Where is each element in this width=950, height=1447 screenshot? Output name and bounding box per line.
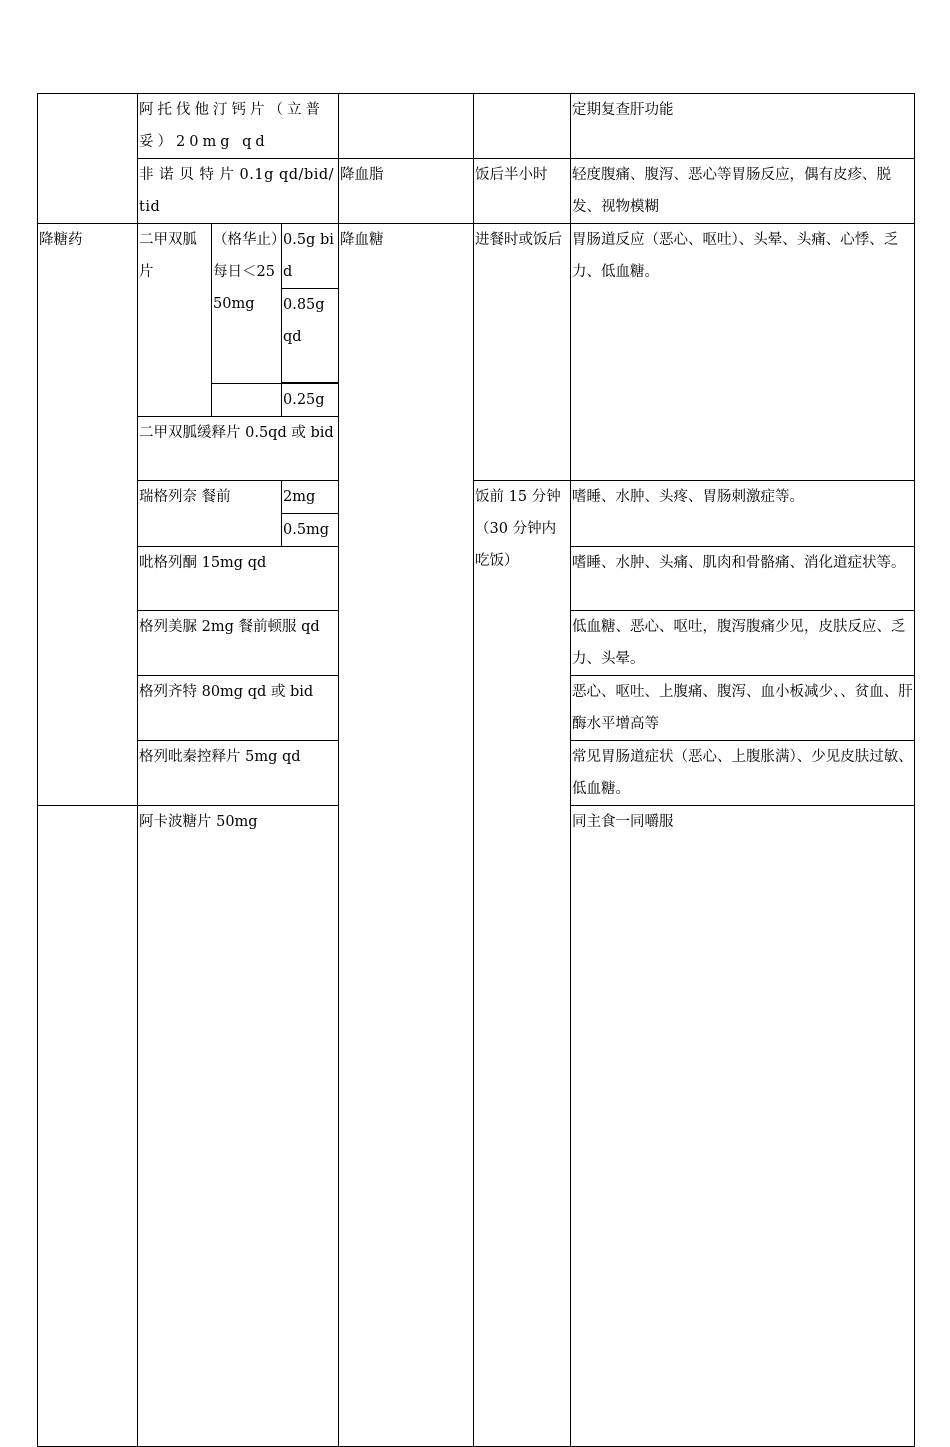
side-effect-cell: 轻度腹痛、腹泻、恶心等胃肠反应，偶有皮疹、脱发、视物模糊 (571, 159, 915, 224)
timing-cell: 饭前 15 分钟（30 分钟内吃饭） (474, 481, 571, 1447)
dose-cell: 0.25g (282, 384, 339, 417)
category-cell (38, 94, 138, 224)
dose-cell: 0.5g bid (282, 224, 339, 289)
side-effect-cell: 恶心、呕吐、上腹痛、腹泻、血小板减少、、贫血、肝酶水平增高等 (571, 676, 915, 741)
drug-cell: 阿卡波糖片 50mg (138, 806, 339, 1447)
timing-cell: 饭后半小时 (474, 159, 571, 224)
document-page (37, 93, 915, 1447)
drug-cell: 格列吡秦控释片 5mg qd (138, 741, 339, 806)
dose-cell: 0.5mg (282, 514, 339, 547)
drug-name-cell: 二甲双胍片 (138, 224, 212, 417)
spacer-cell (212, 384, 282, 417)
drug-cell: 二甲双胍缓释片 0.5qd 或 bid (138, 417, 339, 481)
drug-brand-cell: （格华止）每日＜2550mg (212, 224, 282, 384)
side-effect-cell: 常见胃肠道症状（恶心、上腹胀满）、少见皮肤过敏、低血糖。 (571, 741, 915, 806)
side-effect-cell: 定期复查肝功能 (571, 94, 915, 159)
drug-cell: 阿托伐他汀钙片（立普妥）20mg qd (138, 94, 339, 159)
side-effect-cell: 低血糖、恶心、呕吐，腹泻腹痛少见，皮肤反应、乏力、头晕。 (571, 611, 915, 676)
effect-cell: 降血脂 (339, 159, 474, 224)
effect-cell (339, 94, 474, 159)
side-effect-cell: 嗜睡、水肿、头痛、肌肉和骨骼痛、消化道症状等。 (571, 547, 915, 611)
table-row (38, 481, 915, 514)
side-effect-cell: 嗜睡、水肿、头疼、胃肠刺激症等。 (571, 481, 915, 547)
timing-cell: 同主食一同嚼服 (571, 806, 915, 1447)
table-row (38, 94, 915, 159)
category-cell: 降糖药 (38, 224, 138, 806)
drug-cell: 格列美脲 2mg 餐前顿服 qd (138, 611, 339, 676)
effect-cell: 降血糖 (339, 224, 474, 1447)
table-row (38, 159, 915, 224)
dose-cell: 0.85g qd (282, 289, 339, 383)
drug-cell: 吡格列酮 15mg qd (138, 547, 339, 611)
category-cell (38, 806, 138, 1447)
table-row (38, 224, 915, 289)
drug-cell: 瑞格列奈 餐前 (138, 481, 282, 547)
timing-cell: 进餐时或饭后 (474, 224, 571, 481)
timing-cell (474, 94, 571, 159)
drug-cell: 格列齐特 80mg qd 或 bid (138, 676, 339, 741)
drug-cell: 非 诺 贝 特 片 0.1g qd/bid/tid (138, 159, 339, 224)
dose-cell: 2mg (282, 481, 339, 514)
side-effect-cell: 胃肠道反应（恶心、呕吐）、头晕、头痛、心悸、乏力、低血糖。 (571, 224, 915, 481)
medication-table (37, 93, 915, 1447)
